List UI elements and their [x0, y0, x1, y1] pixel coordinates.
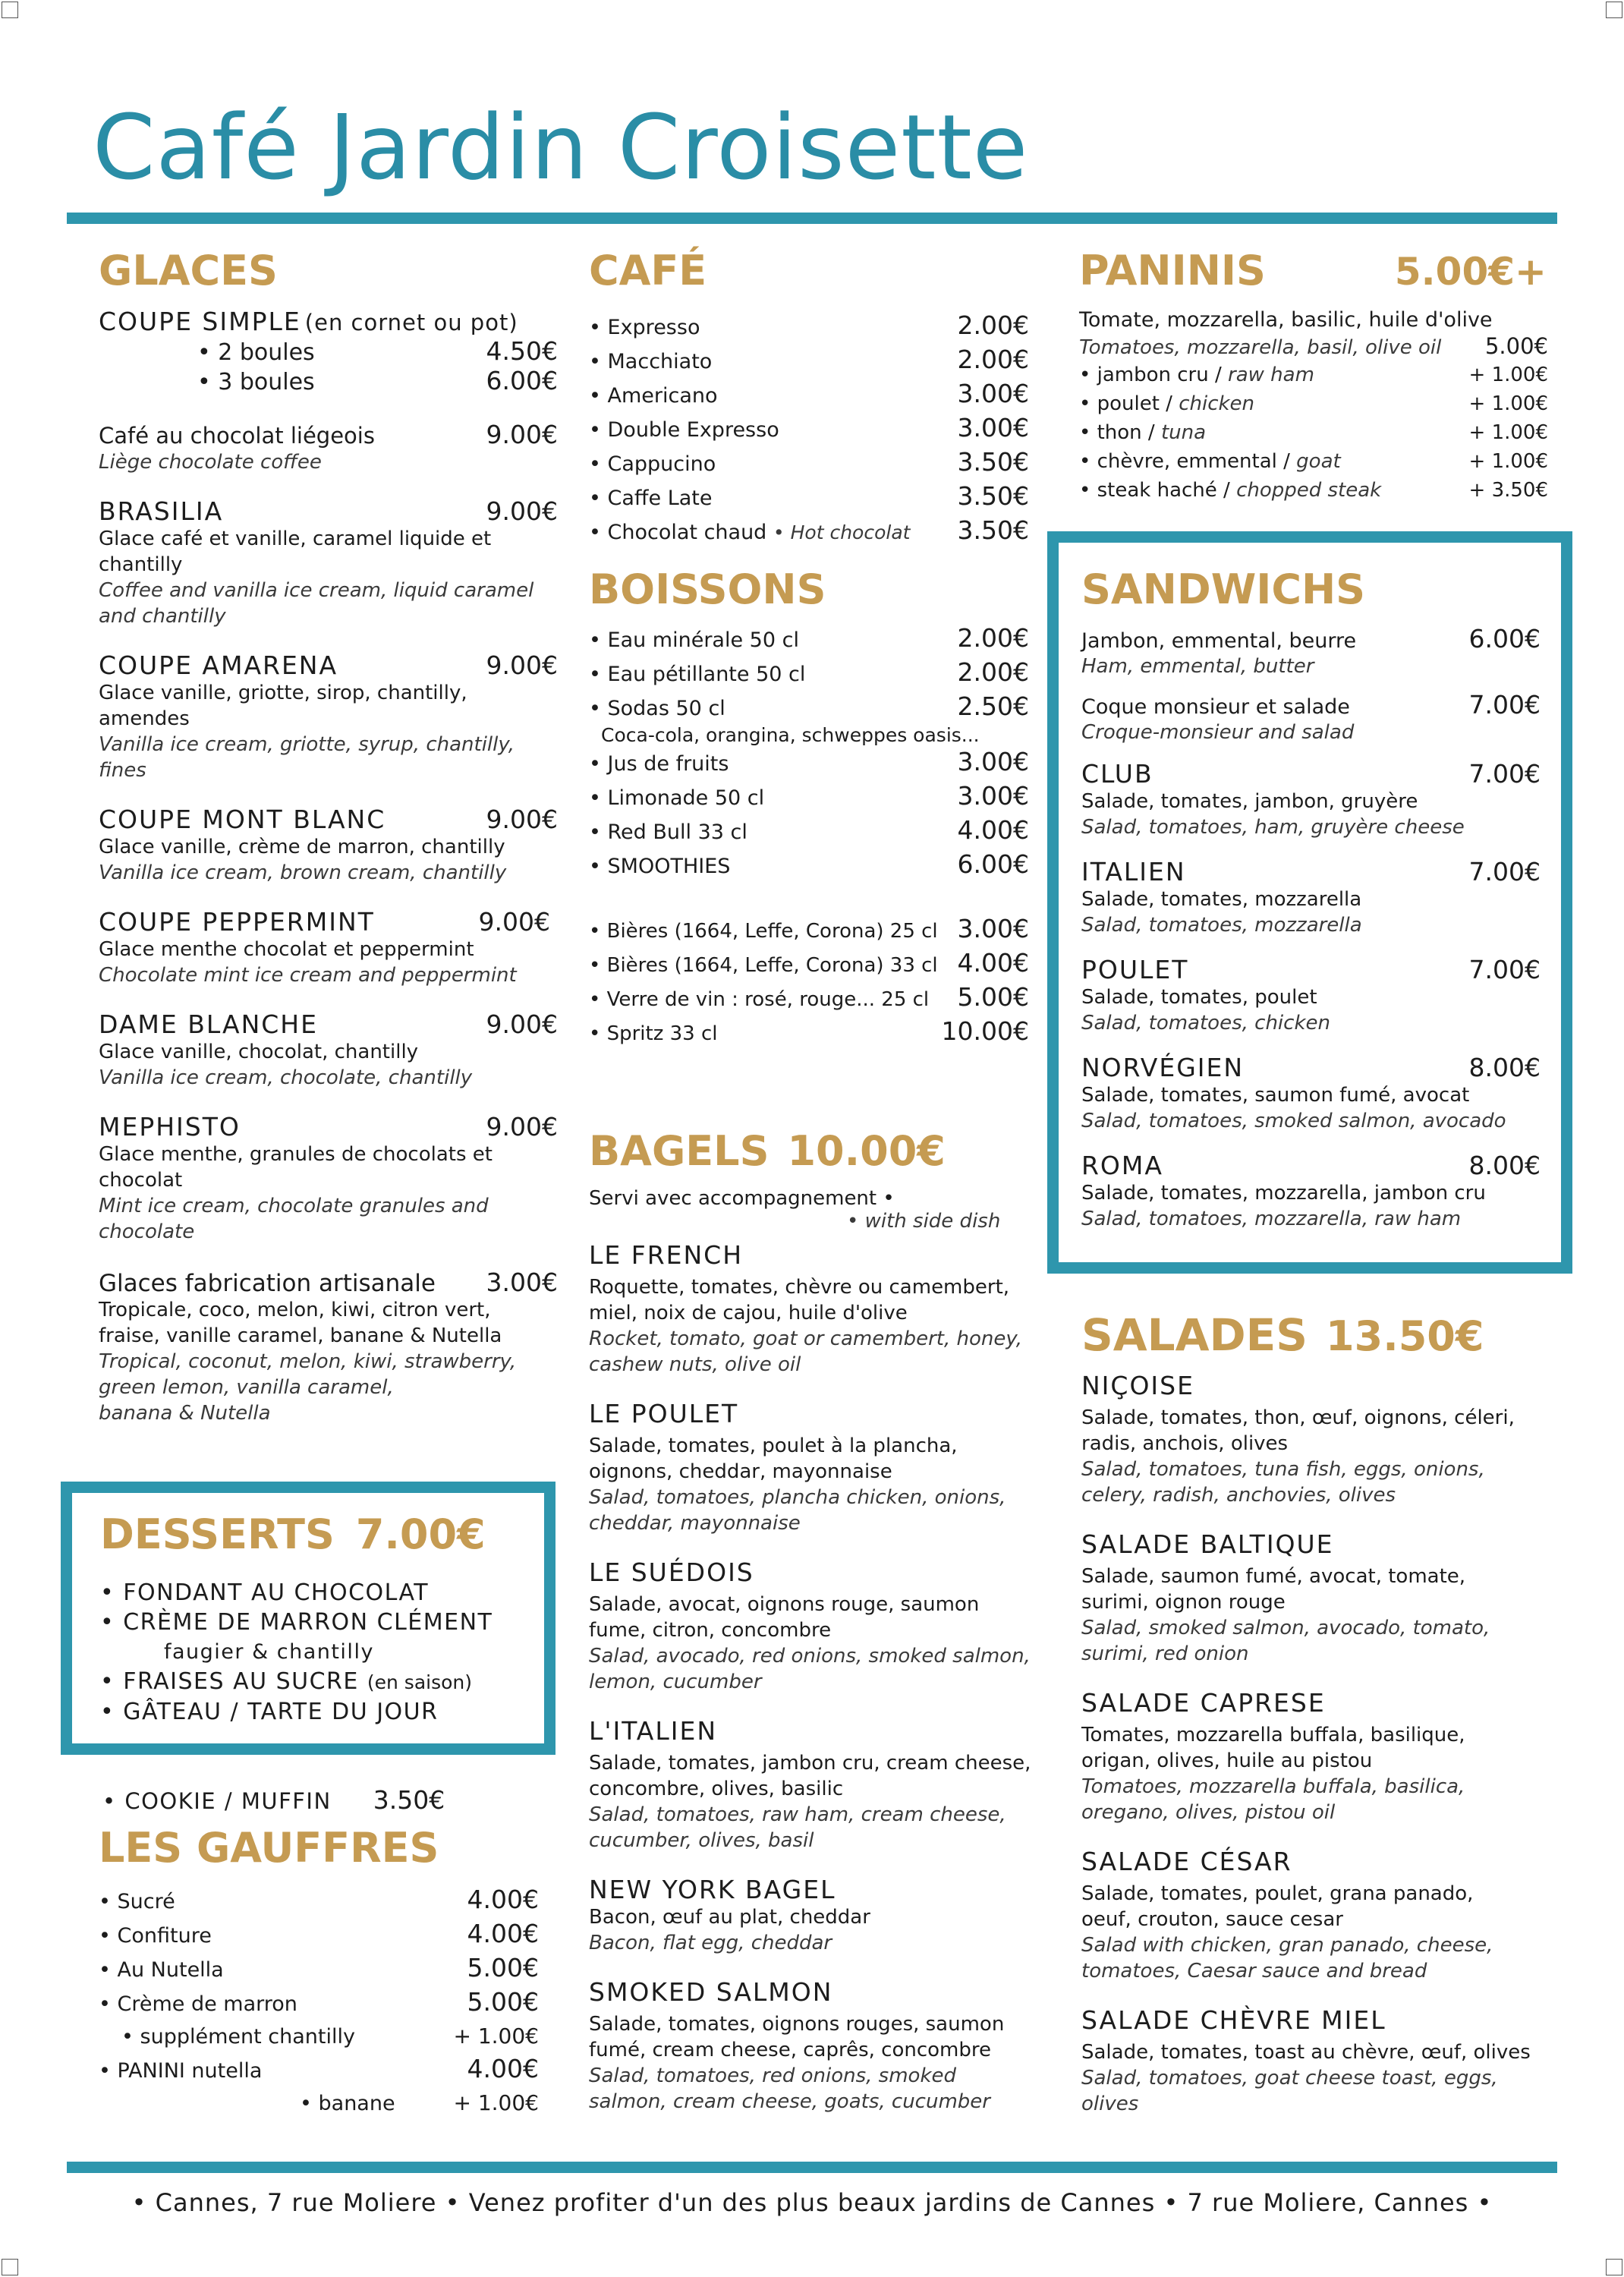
item-description: origan, olives, huile au pistou	[1081, 1749, 1373, 1772]
menu-item	[589, 1016, 1029, 1050]
item-price: 9.00€	[486, 1009, 558, 1039]
item-description-en: Bacon, flat egg, cheddar	[589, 1932, 832, 1954]
item-price: 4.00€	[467, 2054, 539, 2083]
item-description-en: Salad, tomatoes, smoked salmon, avocado	[1081, 1110, 1506, 1132]
item-price: 2.50€	[957, 691, 1029, 721]
item-name: • 3 boules	[197, 369, 315, 395]
item-price: + 1.00€	[453, 2090, 539, 2115]
menu-item	[1081, 1371, 1552, 1508]
menu-item	[589, 480, 1029, 515]
item-description-en: cashew nuts, olive oil	[589, 1353, 801, 1376]
menu-item	[1079, 332, 1548, 361]
item-description: chantilly	[99, 553, 183, 576]
item-description-en: Chocolate mint ice cream and peppermint	[99, 964, 517, 987]
item-description: Tomates, mozzarella buffala, basilique,	[1081, 1724, 1465, 1746]
paninis-price: 5.00€+	[1394, 250, 1547, 294]
item-price: 4.00€	[467, 1885, 539, 1914]
menu-item	[99, 336, 558, 366]
item-description: Salade, avocat, oignons rouge, saumon	[589, 1593, 980, 1616]
item-description-en: Tomatoes, mozzarella, basil, olive oil	[1079, 336, 1442, 359]
item-price: 9.00€	[478, 907, 550, 937]
dessert-item-note: (en saison)	[367, 1671, 473, 1693]
menu-item	[1081, 624, 1541, 679]
salades-price: 13.50€	[1326, 1312, 1484, 1360]
item-description: Salade, tomates, mozzarella	[1081, 888, 1362, 911]
menu-item	[1081, 955, 1541, 1036]
bagels-section	[589, 1127, 1059, 2115]
item-description-en: Rocket, tomato, goat or camembert, honey,	[589, 1327, 1022, 1350]
item-price: 2.00€	[957, 623, 1029, 653]
item-name-en: tuna	[1160, 421, 1207, 444]
menu-item	[1079, 476, 1548, 505]
bagels-note: Servi avec accompagnement •	[589, 1187, 895, 1210]
item-description: Glace vanille, griotte, sirop, chantilly,	[99, 682, 467, 704]
menu-item	[99, 1986, 539, 2020]
item-price: 7.00€	[1468, 690, 1541, 720]
item-name-en: chopped steak	[1236, 479, 1382, 502]
menu-item	[589, 622, 1029, 657]
item-description: Salade, tomates, saumon fumé, avocat	[1081, 1084, 1470, 1107]
item-name: • jambon cru /	[1079, 364, 1228, 386]
menu-item	[589, 1875, 1059, 1956]
item-price: 3.00€	[957, 781, 1029, 811]
glaces-heading: GLACES	[99, 247, 278, 294]
menu-item	[589, 691, 1029, 725]
menu-item	[589, 849, 1029, 883]
item-price: 3.50€	[373, 1785, 445, 1815]
menu-item	[589, 814, 1029, 849]
item-description: Glace menthe, granules de chocolats et	[99, 1143, 493, 1166]
item-name: MEPHISTO	[99, 1112, 241, 1142]
item-name: • Americano	[589, 384, 718, 408]
crop-mark	[2, 2, 18, 18]
menu-item	[99, 805, 558, 886]
menu-item	[1081, 690, 1541, 745]
menu-item	[589, 446, 1029, 480]
item-description: Salade, saumon fumé, avocat, tomate,	[1081, 1565, 1466, 1588]
dessert-item: • FONDANT AU CHOCOLAT	[100, 1579, 430, 1606]
item-price: + 1.00€	[1468, 392, 1548, 415]
item-description: surimi, oignon rouge	[1081, 1591, 1286, 1614]
item-name: • supplément chantilly	[121, 2025, 355, 2049]
item-name: LE SUÉDOIS	[589, 1557, 754, 1587]
item-name: Coque monsieur et salade	[1081, 695, 1350, 719]
item-description-en: and chantilly	[99, 605, 226, 628]
item-name: LE FRENCH	[589, 1240, 744, 1270]
menu-item	[1079, 361, 1548, 389]
item-name: • Confiture	[99, 1924, 212, 1948]
menu-item	[589, 344, 1029, 378]
item-description-en: Salad, tomatoes, raw ham, cream cheese,	[589, 1803, 1006, 1826]
menu-item	[1081, 1688, 1552, 1825]
item-description: radis, anchois, olives	[1081, 1432, 1289, 1455]
item-description-en: Salad, tomatoes, red onions, smoked	[589, 2064, 957, 2087]
item-description-en: Salad, tomatoes, chicken	[1081, 1012, 1330, 1035]
item-description: Salade, tomates, oignons rouges, saumon	[589, 2013, 1005, 2036]
menu-item	[1079, 418, 1548, 447]
crop-mark	[2, 2259, 18, 2275]
dessert-item-name: • FRAISES AU SUCRE	[100, 1668, 359, 1695]
bottom-divider	[67, 2162, 1557, 2173]
item-price: 3.50€	[957, 481, 1029, 511]
item-description-en: Salad, tomatoes, mozzarella, raw ham	[1081, 1208, 1462, 1230]
item-price: 9.00€	[486, 420, 558, 449]
item-price: 3.00€	[486, 1268, 558, 1297]
item-description-en: Vanilla ice cream, brown cream, chantilly	[99, 861, 507, 884]
page-title: Café Jardin Croisette	[93, 95, 1029, 200]
item-price: 5.00€	[467, 1987, 539, 2017]
item-description: Salade, tomates, thon, œuf, oignons, céleri,	[1081, 1406, 1515, 1429]
item-price: 2.00€	[957, 310, 1029, 340]
item-price: 9.00€	[486, 496, 558, 526]
menu-item	[589, 1399, 1059, 1536]
item-name: SALADE CÉSAR	[1081, 1847, 1292, 1876]
item-name: • Eau pétillante 50 cl	[589, 663, 806, 686]
item-name: SALADE BALTIQUE	[1081, 1529, 1334, 1559]
item-name: • Caffe Late	[589, 487, 713, 510]
paninis-section	[1079, 247, 1548, 505]
item-description-en: Vanilla ice cream, chocolate, chantilly	[99, 1066, 473, 1089]
item-description-en: Salad, tomatoes, plancha chicken, onions,	[589, 1486, 1006, 1509]
item-description: Glace café et vanille, caramel liquide et	[99, 528, 492, 550]
item-description: fumé, cream cheese, caprês, concombre	[589, 2039, 992, 2061]
item-description: Roquette, tomates, chèvre ou camembert,	[589, 1276, 1010, 1299]
cafe-heading: CAFÉ	[589, 247, 707, 294]
item-name: POULET	[1081, 955, 1189, 984]
desserts-section	[100, 1510, 540, 1727]
item-name: • Sodas 50 cl	[589, 697, 725, 720]
item-name: • Double Expresso	[589, 418, 779, 442]
menu-item	[589, 1557, 1059, 1695]
item-price: 5.00€	[467, 1953, 539, 1983]
menu-item	[99, 1112, 558, 1245]
menu-item	[1081, 1053, 1541, 1134]
item-description: Salade, tomates, poulet à la plancha,	[589, 1435, 958, 1457]
menu-item	[1079, 447, 1548, 476]
item-name: SALADE CAPRESE	[1081, 1688, 1326, 1718]
item-price: 9.00€	[486, 650, 558, 680]
item-price: 3.00€	[957, 379, 1029, 408]
item-description-en: Salad, tomatoes, tuna fish, eggs, onions,	[1081, 1458, 1485, 1481]
item-description-en: Tomatoes, mozzarella buffala, basilica,	[1081, 1775, 1465, 1798]
item-name: L'ITALIEN	[589, 1716, 718, 1746]
menu-item	[589, 780, 1029, 814]
item-description-en: oregano, olives, pistou oil	[1081, 1801, 1336, 1824]
menu-item	[589, 746, 1029, 780]
menu-item	[99, 1884, 539, 1918]
menu-item	[99, 1952, 539, 1986]
item-price: 3.00€	[957, 747, 1029, 776]
item-name: BRASILIA	[99, 496, 224, 526]
item-price: + 1.00€	[1468, 450, 1548, 473]
item-description: Salade, tomates, poulet, grana panado,	[1081, 1882, 1474, 1905]
item-price: + 1.00€	[1468, 364, 1548, 386]
item-name: • Chocolat chaud	[589, 521, 767, 544]
item-name: • SMOOTHIES	[589, 855, 731, 878]
item-name: • Jus de fruits	[589, 752, 729, 776]
item-description-en: Salad, smoked salmon, avocado, tomato,	[1081, 1617, 1490, 1639]
item-description-en: Liège chocolate coffee	[99, 451, 322, 474]
item-name: • thon /	[1079, 421, 1161, 444]
item-price: 6.00€	[1468, 624, 1541, 653]
item-description: oignons, cheddar, mayonnaise	[589, 1460, 892, 1483]
item-name: LE POULET	[589, 1399, 739, 1428]
item-description-en: Coffee and vanilla ice cream, liquid caramel	[99, 579, 534, 602]
boissons-section	[589, 565, 1029, 1050]
item-description-en: Salad with chicken, gran panado, cheese,	[1081, 1934, 1493, 1957]
item-description: Tomate, mozzarella, basilic, huile d'olive	[1079, 308, 1493, 332]
item-description: fraise, vanille caramel, banane & Nutella	[99, 1324, 502, 1347]
item-description-en: Salad, tomatoes, goat cheese toast, eggs,	[1081, 2067, 1498, 2090]
menu-item	[589, 310, 1029, 344]
item-name: NEW YORK BAGEL	[589, 1875, 836, 1904]
item-price: 8.00€	[1468, 1151, 1541, 1180]
item-description: Salade, tomates, mozzarella, jambon cru	[1081, 1182, 1486, 1205]
item-price: 3.50€	[957, 447, 1029, 477]
item-description-en: cheddar, mayonnaise	[589, 1512, 801, 1535]
gauffres-section	[99, 1824, 539, 2120]
item-name: NIÇOISE	[1081, 1371, 1194, 1400]
menu-item	[1081, 759, 1541, 840]
item-name: • Limonade 50 cl	[589, 786, 765, 810]
item-name-en: • Hot chocolat	[773, 521, 911, 543]
item-description-en: banana & Nutella	[99, 1402, 271, 1425]
dessert-item: • CRÈME DE MARRON CLÉMENT	[100, 1609, 493, 1636]
item-description-en: Croque-monsieur and salad	[1081, 721, 1355, 744]
menu-item	[99, 650, 558, 783]
item-price: + 1.00€	[453, 2023, 539, 2049]
item-description-en: Ham, emmental, butter	[1081, 655, 1314, 678]
item-name-en: raw ham	[1228, 364, 1314, 386]
salades-heading: SALADES	[1081, 1309, 1308, 1361]
item-description: Coca-cola, orangina, schweppes oasis...	[601, 724, 980, 746]
menu-item	[99, 420, 558, 475]
menu-item	[1081, 1529, 1552, 1667]
menu-item	[589, 657, 1029, 691]
item-price: 4.00€	[957, 815, 1029, 845]
item-name: • steak haché /	[1079, 479, 1237, 502]
item-name: • Macchiato	[589, 350, 713, 373]
coupe-simple	[99, 307, 558, 336]
salades-section	[1081, 1309, 1552, 2117]
item-description-en: celery, radish, anchovies, olives	[1081, 1484, 1396, 1507]
item-description-en: chocolate	[99, 1220, 195, 1243]
item-description-en: Mint ice cream, chocolate granules and	[99, 1195, 489, 1217]
item-name: • PANINI nutella	[99, 2059, 263, 2083]
item-price: 3.00€	[957, 413, 1029, 442]
item-price: + 1.00€	[1468, 421, 1548, 444]
item-name: COUPE AMARENA	[99, 650, 338, 680]
menu-item	[99, 496, 558, 629]
item-name: CLUB	[1081, 759, 1153, 789]
item-description-en: Salad, tomatoes, ham, gruyère cheese	[1081, 816, 1465, 839]
item-name: • Verre de vin : rosé, rouge... 25 cl	[589, 988, 930, 1011]
item-price: 9.00€	[486, 805, 558, 834]
item-description: Glace vanille, chocolat, chantilly	[99, 1041, 419, 1063]
menu-item	[589, 515, 1029, 549]
item-name: • Cappucino	[589, 452, 716, 476]
item-name: • Red Bull 33 cl	[589, 820, 747, 844]
menu-item	[99, 1918, 539, 1952]
cafe-section	[589, 247, 1029, 549]
item-name: SMOKED SALMON	[589, 1977, 833, 2007]
item-price: 7.00€	[1468, 955, 1541, 984]
item-description-en: lemon, cucumber	[589, 1671, 762, 1693]
menu-item	[589, 913, 1029, 947]
crop-mark	[1606, 2, 1622, 18]
item-description: amendes	[99, 707, 190, 730]
menu-item	[589, 947, 1029, 981]
item-description-en: Salad, tomatoes, mozzarella	[1081, 914, 1362, 937]
menu-item	[589, 378, 1029, 412]
item-name: • Au Nutella	[99, 1958, 224, 1982]
item-price: 5.00€	[957, 982, 1029, 1012]
gauffres-heading: LES GAUFFRES	[99, 1824, 439, 1872]
item-price: 2.00€	[957, 657, 1029, 687]
menu-item	[99, 2087, 539, 2120]
item-description: Salade, tomates, jambon, gruyère	[1081, 790, 1418, 813]
item-name: • chèvre, emmental /	[1079, 450, 1297, 473]
menu-item	[1081, 1151, 1541, 1232]
desserts-price: 7.00€	[355, 1510, 486, 1558]
item-name: • Bières (1664, Leffe, Corona) 25 cl	[589, 920, 938, 943]
item-description-en: fines	[99, 759, 146, 782]
item-name: • 2 boules	[197, 339, 315, 366]
item-price: 4.50€	[486, 336, 558, 366]
menu-item	[589, 981, 1029, 1016]
item-description: Glace menthe chocolat et peppermint	[99, 938, 474, 961]
item-price: 10.00€	[941, 1016, 1029, 1046]
item-price: 4.00€	[467, 1919, 539, 1948]
menu-item	[1081, 1847, 1552, 1984]
item-name: Café au chocolat liégeois	[99, 423, 375, 449]
item-name: • COOKIE / MUFFIN	[102, 1788, 332, 1814]
item-name: COUPE PEPPERMINT	[99, 907, 375, 937]
item-name: • Bières (1664, Leffe, Corona) 33 cl	[589, 954, 938, 977]
menu-item	[589, 1240, 1059, 1378]
item-price: 7.00€	[1468, 759, 1541, 789]
item-description: Salade, tomates, toast au chèvre, œuf, olives	[1081, 2041, 1531, 2064]
item-description-en: Salad, avocado, red onions, smoked salmon,	[589, 1645, 1031, 1668]
item-description: concombre, olives, basilic	[589, 1778, 844, 1800]
item-price: 6.00€	[486, 366, 558, 395]
item-description: Glace vanille, crème de marron, chantilly	[99, 836, 505, 858]
dessert-item: • GÂTEAU / TARTE DU JOUR	[100, 1699, 439, 1725]
item-name: • poulet /	[1079, 392, 1179, 415]
item-name: • Sucré	[99, 1890, 175, 1913]
item-price: 7.00€	[1468, 857, 1541, 887]
item-description-en: green lemon, vanilla caramel,	[99, 1376, 394, 1399]
item-name: Glaces fabrication artisanale	[99, 1270, 436, 1297]
item-name-en: chicken	[1179, 392, 1255, 415]
paninis-heading: PANINIS	[1079, 247, 1266, 294]
item-price: 2.00€	[957, 345, 1029, 374]
desserts-heading: DESSERTS	[100, 1510, 335, 1558]
menu-item	[1081, 2005, 1552, 2117]
menu-item	[589, 412, 1029, 446]
menu-item	[99, 1268, 558, 1426]
item-description: Bacon, œuf au plat, cheddar	[589, 1906, 870, 1929]
item-price: 5.00€	[1484, 333, 1548, 359]
cookie-item	[102, 1785, 497, 1815]
item-description-en: salmon, cream cheese, goats, cucumber	[589, 2090, 990, 2113]
bagels-note-en: • with side dish	[847, 1210, 1001, 1233]
menu-item	[99, 2020, 539, 2053]
item-price: 8.00€	[1468, 1053, 1541, 1082]
item-name: DAME BLANCHE	[99, 1009, 318, 1039]
footer-address: • Cannes, 7 rue Moliere • Venez profiter d'un des plus beaux jardins de Cannes • 7 rue Moliere, Cannes •	[131, 2188, 1493, 2217]
item-name: • Crème de marron	[99, 1992, 297, 2016]
item-description: miel, noix de cajou, huile d'olive	[589, 1302, 908, 1324]
menu-item	[589, 1716, 1059, 1853]
item-description: Salade, tomates, poulet	[1081, 986, 1317, 1009]
item-description-en: Vanilla ice cream, griotte, syrup, chantilly,	[99, 733, 515, 756]
item-price: 9.00€	[486, 1112, 558, 1142]
item-price: + 3.50€	[1468, 479, 1548, 502]
item-name: • Eau minérale 50 cl	[589, 628, 799, 652]
item-price: 6.00€	[957, 849, 1029, 879]
glaces-section	[99, 247, 558, 1426]
item-name: ITALIEN	[1081, 857, 1186, 887]
item-name: • Expresso	[589, 316, 700, 339]
sandwichs-heading: SANDWICHS	[1081, 565, 1366, 613]
sandwichs-section	[1081, 565, 1541, 1232]
menu-item	[99, 2053, 539, 2087]
top-divider	[67, 213, 1557, 224]
coupe-simple-note: (en cornet ou pot)	[304, 310, 518, 335]
coupe-simple-name: COUPE SIMPLE	[99, 307, 301, 336]
menu-item	[99, 366, 558, 395]
crop-mark	[1606, 2259, 1622, 2275]
item-name-en: goat	[1296, 450, 1341, 473]
item-description-en: olives	[1081, 2093, 1139, 2115]
menu-item	[1081, 857, 1541, 938]
item-description: Tropicale, coco, melon, kiwi, citron vert,	[99, 1299, 491, 1321]
bagels-heading: BAGELS	[589, 1127, 770, 1175]
item-name: • banane	[300, 2092, 395, 2115]
item-name: NORVÉGIEN	[1081, 1053, 1245, 1082]
item-name: SALADE CHÈVRE MIEL	[1081, 2005, 1386, 2035]
menu-item	[99, 1009, 558, 1091]
menu-item	[1079, 389, 1548, 418]
item-description: Salade, tomates, jambon cru, cream cheese,	[589, 1752, 1031, 1775]
dessert-item-note: faugier & chantilly	[164, 1640, 374, 1664]
item-description-en: cucumber, olives, basil	[589, 1829, 814, 1852]
item-description-en: Tropical, coconut, melon, kiwi, strawberry,	[99, 1350, 517, 1373]
item-description-en: surimi, red onion	[1081, 1642, 1249, 1665]
item-description: fume, citron, concombre	[589, 1619, 832, 1642]
item-price: 4.00€	[957, 948, 1029, 978]
item-name: ROMA	[1081, 1151, 1163, 1180]
dessert-item	[100, 1667, 540, 1697]
item-name: • Spritz 33 cl	[589, 1022, 718, 1045]
item-description: chocolat	[99, 1169, 183, 1192]
boissons-heading: BOISSONS	[589, 565, 826, 613]
item-name: Jambon, emmental, beurre	[1081, 629, 1357, 653]
bagels-price: 10.00€	[787, 1127, 946, 1175]
item-description: oeuf, crouton, sauce cesar	[1081, 1908, 1343, 1931]
menu-item	[589, 1977, 1059, 2115]
menu-item	[99, 907, 558, 988]
item-name: COUPE MONT BLANC	[99, 805, 386, 834]
item-price: 3.00€	[957, 914, 1029, 943]
item-price: 3.50€	[957, 515, 1029, 545]
item-description-en: tomatoes, Caesar sauce and bread	[1081, 1960, 1427, 1983]
